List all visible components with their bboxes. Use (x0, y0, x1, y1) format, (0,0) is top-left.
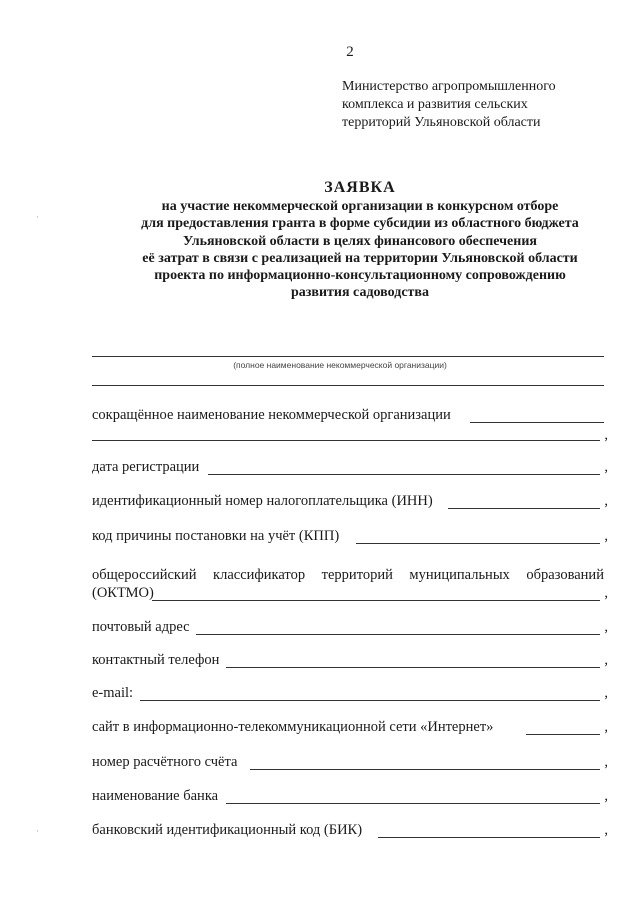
phone-blank[interactable] (226, 667, 600, 668)
field-label: сокращённое наименование некоммерческой организации (92, 407, 451, 423)
oktmo-word: классификатор (213, 567, 306, 583)
postal-address-blank[interactable] (196, 634, 600, 635)
comma: , (604, 754, 608, 770)
website-blank[interactable] (526, 734, 600, 735)
oktmo-word: муниципальных (409, 567, 510, 583)
oktmo-label-line2: (ОКТМО) (92, 585, 154, 601)
field-label: сайт в информационно-телекоммуникационной сети «Интернет» (92, 719, 494, 735)
scan-mark: · (36, 212, 39, 222)
short-name-blank[interactable] (470, 422, 604, 423)
comma: , (604, 719, 608, 735)
oktmo-word: образований (526, 567, 604, 583)
addressee-line: территорий Ульяновской области (342, 115, 541, 130)
comma: , (604, 652, 608, 668)
subtitle-line: развития садоводства (291, 285, 429, 301)
subtitle-line: её затрат в связи с реализацией на территории Ульяновской области (142, 250, 578, 266)
comma: , (604, 788, 608, 804)
field-label: e-mail: (92, 685, 134, 701)
comma: , (604, 585, 608, 601)
bik-blank[interactable] (378, 837, 600, 838)
field-label: наименование банка (92, 788, 219, 804)
kpp-blank[interactable] (356, 543, 600, 544)
comma-holder (92, 426, 608, 444)
field-oktmo (92, 566, 608, 602)
registration-date-blank[interactable] (208, 474, 600, 475)
subtitle-line: проекта по информационно-консультационному сопровождению (154, 268, 566, 284)
comma: , (604, 822, 608, 838)
addressee-line: Министерство агропромышленного (342, 79, 556, 94)
org-name-caption: (полное наименование некоммерческой организации) (233, 360, 447, 370)
org-name-blank-line[interactable] (92, 356, 604, 357)
addressee-block (342, 78, 556, 132)
page-number: 2 (346, 44, 354, 60)
field-label: код причины постановки на учёт (КПП) (92, 528, 340, 544)
oktmo-label-line1 (92, 566, 604, 584)
addressee-line: комплекса и развития сельских (342, 97, 528, 112)
field-label: контактный телефон (92, 652, 220, 668)
subtitle-line: Ульяновской области в целях финансового обеспечения (183, 233, 537, 249)
comma: , (604, 427, 608, 443)
field-label: номер расчётного счёта (92, 754, 238, 770)
field-label: банковский идентификационный код (БИК) (92, 822, 363, 838)
org-name-blank-line-2[interactable] (92, 385, 604, 386)
comma: , (604, 685, 608, 701)
oktmo-word: общероссийский (92, 567, 197, 583)
oktmo-word: территорий (321, 567, 393, 583)
subtitle-line: для предоставления гранта в форме субсидии из областного бюджета (141, 216, 579, 232)
field-label: идентификационный номер налогоплательщика (ИНН) (92, 493, 433, 509)
comma: , (604, 493, 608, 509)
inn-blank[interactable] (448, 508, 600, 509)
document-heading (60, 178, 640, 302)
field-label: почтовый адрес (92, 619, 190, 635)
email-blank[interactable] (140, 700, 600, 701)
account-blank[interactable] (250, 769, 600, 770)
scan-mark: · (36, 826, 39, 836)
comma: , (604, 528, 608, 544)
subtitle-line: на участие некоммерческой организации в конкурсном отборе (161, 199, 559, 214)
oktmo-blank[interactable] (152, 600, 600, 601)
bank-blank[interactable] (226, 803, 600, 804)
document-title: ЗАЯВКА (324, 179, 396, 196)
document-subtitle (60, 198, 640, 302)
comma: , (604, 459, 608, 475)
comma: , (604, 619, 608, 635)
field-label: дата регистрации (92, 459, 200, 475)
